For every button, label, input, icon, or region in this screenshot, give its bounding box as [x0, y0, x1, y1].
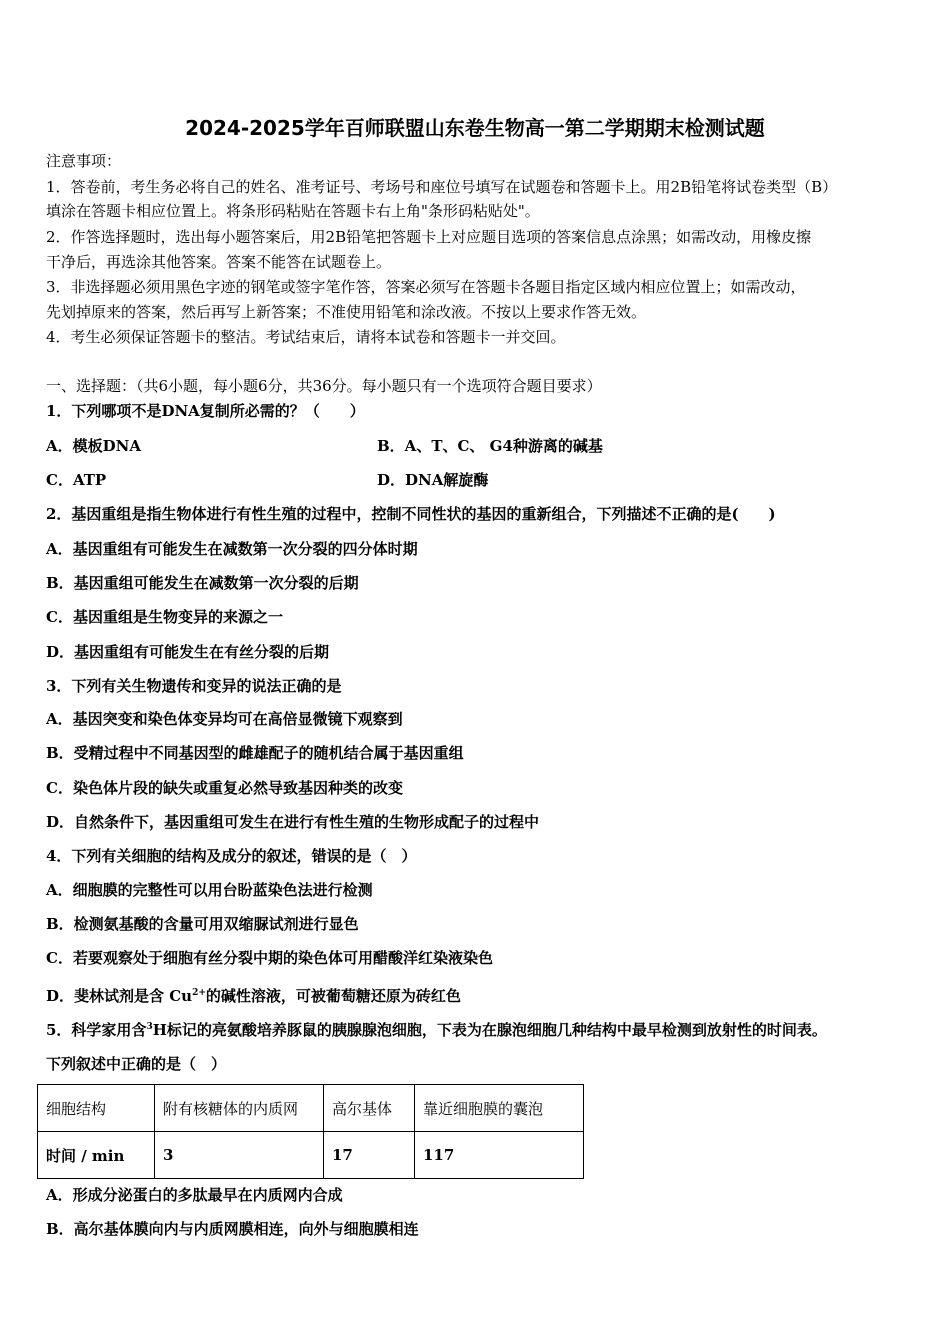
- notice-line: 先划掉原来的答案，然后再写上新答案；不准使用铅笔和涂改液。不按以上要求作答无效。: [46, 303, 647, 321]
- q1-option-d: D．DNA解旋酶: [377, 471, 489, 489]
- q2-option-c: C．基因重组是生物变异的来源之一: [46, 608, 283, 626]
- question-2-stem: 2．基因重组是指生物体进行有性生殖的过程中，控制不同性状的基因的重新组合，下列描述不正确的是( ): [46, 505, 776, 523]
- question-4-stem: 4．下列有关细胞的结构及成分的叙述，错误的是（ ）: [46, 847, 417, 865]
- table-cell: 17: [324, 1132, 415, 1179]
- q1-option-c: C．ATP: [46, 471, 107, 489]
- q5-stem-text: 5．科学家用含: [46, 1021, 147, 1039]
- q3-option-c: C．染色体片段的缺失或重复必然导致基因种类的改变: [46, 779, 403, 797]
- q2-option-d: D．基因重组有可能发生在有丝分裂的后期: [46, 643, 330, 661]
- q2-option-b: B．基因重组可能发生在减数第一次分裂的后期: [46, 574, 359, 592]
- question-1-stem: 1．下列哪项不是DNA复制所必需的？（ ）: [46, 402, 365, 420]
- q5-option-a: A．形成分泌蛋白的多肽最早在内质网内合成: [46, 1186, 343, 1204]
- q2-option-a: A．基因重组有可能发生在减数第一次分裂的四分体时期: [46, 540, 418, 558]
- notice-line: 填涂在答题卡相应位置上。将条形码粘贴在答题卡右上角"条形码粘贴处"。: [46, 202, 540, 220]
- q4-option-b: B．检测氨基酸的含量可用双缩脲试剂进行显色: [46, 915, 359, 933]
- q1-option-b: B．A、T、C、 G4种游离的碱基: [377, 437, 603, 455]
- q4-option-c: C．若要观察处于细胞有丝分裂中期的染色体可用醋酸洋红染液染色: [46, 949, 493, 967]
- q3-option-b: B．受精过程中不同基因型的雌雄配子的随机结合属于基因重组: [46, 744, 464, 762]
- data-table: [37, 1084, 584, 1179]
- q4-option-d-superscript: 2+: [192, 988, 206, 998]
- notice-line: 4．考生必须保证答题卡的整洁。考试结束后，请将本试卷和答题卡一并交回。: [46, 328, 566, 346]
- q5-stem-text-end: H标记的亮氨酸培养豚鼠的胰腺腺泡细胞，下表为在腺泡细胞几种结构中最早检测到放射性的时间表。: [152, 1021, 827, 1039]
- table-header-cell: 附有核糖体的内质网: [155, 1085, 324, 1132]
- table-header-cell: 细胞结构: [38, 1085, 155, 1132]
- q5-stem-superscript: 3: [146, 1022, 153, 1032]
- table-row: [38, 1132, 584, 1179]
- table-cell: 3: [155, 1132, 324, 1179]
- notice-heading: 注意事项：: [46, 152, 122, 170]
- q3-option-d: D．自然条件下，基因重组可发生在进行有性生殖的生物形成配子的过程中: [46, 813, 540, 831]
- q4-option-d-text: D．斐林试剂是含 Cu: [46, 987, 193, 1005]
- question-3-stem: 3．下列有关生物遗传和变异的说法正确的是: [46, 677, 342, 695]
- q3-option-a: A．基因突变和染色体变异均可在高倍显微镜下观察到: [46, 710, 403, 728]
- q4-option-d: [46, 983, 461, 1006]
- notice-line: 2．作答选择题时，选出每小题答案后，用2B铅笔把答题卡上对应题目选项的答案信息点涂黑；如需改动，用橡皮擦: [46, 228, 812, 246]
- section-heading: 一、选择题：（共6小题，每小题6分，共36分。每小题只有一个选项符合题目要求）: [46, 377, 602, 395]
- question-5-stem-continued: 下列叙述中正确的是（ ）: [46, 1055, 227, 1073]
- notice-line: 干净后，再选涂其他答案。答案不能答在试题卷上。: [46, 253, 392, 271]
- page-title: 2024-2025学年百师联盟山东卷生物高一第二学期期末检测试题: [185, 116, 765, 140]
- q4-option-a: A．细胞膜的完整性可以用台盼蓝染色法进行检测: [46, 881, 373, 899]
- table-header-cell: 靠近细胞膜的囊泡: [415, 1085, 584, 1132]
- notice-line: 1．答卷前，考生务必将自己的姓名、准考证号、考场号和座位号填写在试题卷和答题卡上。用2B铅笔将试卷类型（B）: [46, 178, 838, 196]
- table-header-cell: 高尔基体: [324, 1085, 415, 1132]
- question-5-stem: [46, 1017, 827, 1040]
- table-row: [38, 1085, 584, 1132]
- q5-option-b: B．高尔基体膜向内与内质网膜相连，向外与细胞膜相连: [46, 1220, 419, 1238]
- q1-option-a: A．模板DNA: [46, 437, 141, 455]
- table-cell: 时间 / min: [38, 1132, 155, 1179]
- q4-option-d-text-end: 的碱性溶液，可被葡萄糖还原为砖红色: [205, 987, 461, 1005]
- notice-line: 3．非选择题必须用黑色字迹的钢笔或签字笔作答，答案必须写在答题卡各题目指定区域内相应位置上；如需改动，: [46, 278, 806, 296]
- table-cell: 117: [415, 1132, 584, 1179]
